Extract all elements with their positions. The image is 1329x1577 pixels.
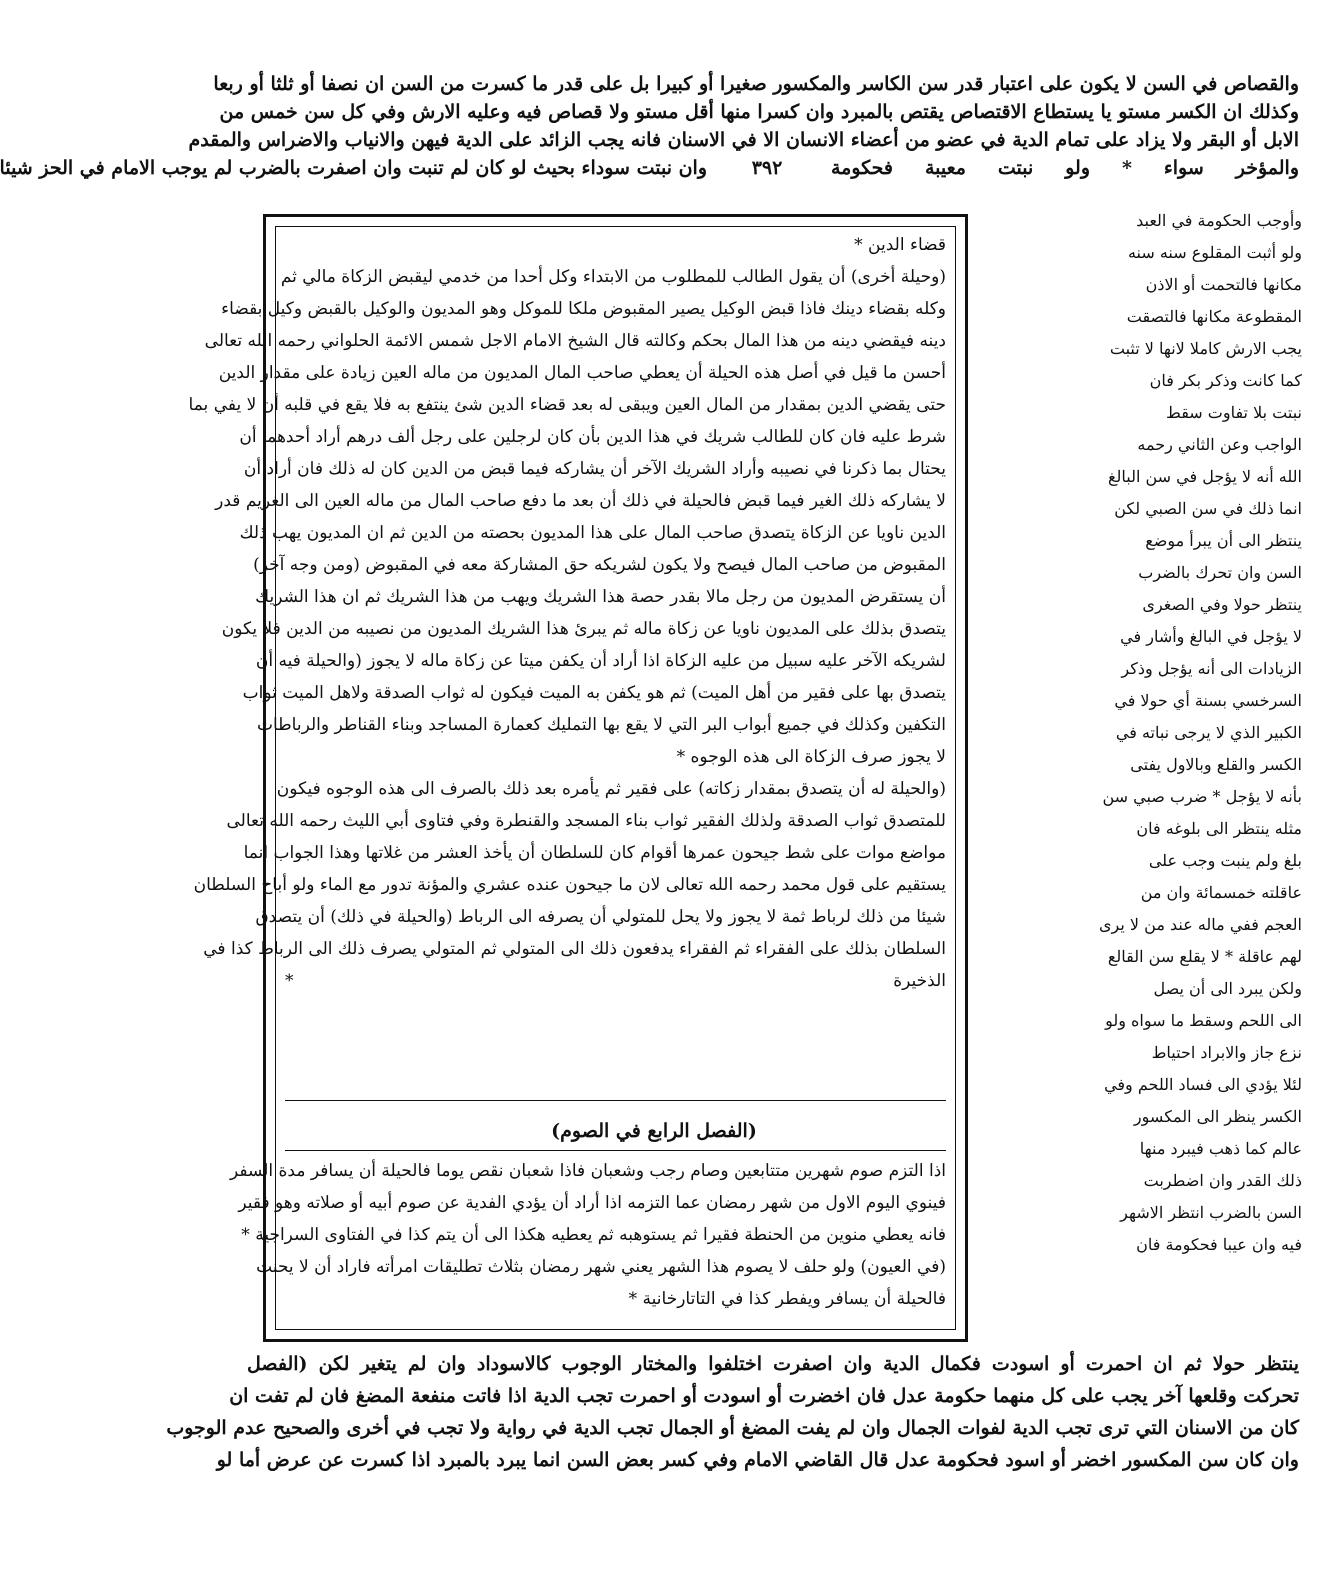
text-line [285,1000,946,1026]
text-line: الكبير الذي لا يرجى نباته في [1115,723,1302,742]
text-line: السن بالضرب انتظر الاشهر [1120,1203,1302,1222]
text-line: المقبوض من صاحب المال فيصح ولا يكون لشريكه حق المشاركة معه في المقبوض (ومن وجه آخر) [253,555,946,575]
text-line: الدين ناويا عن الزكاة يتصدق صاحب المال على هذا المديون بحصته من الدين ثم ان المديون يهب ذلك [239,523,946,543]
text-line: الواجب وعن الثاني رحمه [1137,435,1302,454]
text-line: الى اللحم وسقط ما سواه ولو [1105,1011,1302,1030]
text-line: قضاء الدين * [854,235,946,255]
text-line: (والحيلة له أن يتصدق بمقدار زكاته) على فقير ثم يأمره بعد ذلك بالصرف الى هذه الوجوه فيكون [276,779,946,799]
text-line: لا يشاركه ذلك الغير فيما قبض فالحيلة في ذلك أن بعد ما دفع صاحب المال من ماله العين الى الغريم قدر [215,491,946,511]
text-line: فينوي اليوم الاول من شهر رمضان عما التزمه اذا أراد أن يؤدي الفدية عن صوم أبيه أو صلاته وهو فقير [238,1193,946,1213]
text-line: (وحيلة أخرى) أن يقول الطالب للمطلوب من الابتداء وكل أحدا من خدمي ليقبض الزكاة مالي ثم [280,267,946,287]
text-line: وان نبتت سوداء بحيث لو كان لم تنبت وان اصفرت بالضرب لم يوجب الامام في الحز شيئا [0,157,707,179]
text-line: نزع جاز والابراد احتياط [1151,1043,1302,1062]
text-line: فالحيلة أن يسافر ويفطر كذا في التاتارخانية * [628,1289,946,1309]
section-divider [285,1100,946,1101]
text-line: ولو أثبت المقلوع سنه سنه [1127,243,1302,262]
page-number: ٣٩٢ [751,157,783,179]
text-line: للمتصدق ثواب الصدقة ولذلك الفقير ثواب بناء المسجد والقنطرة وفي فتاوى أبي الليث رحمه الله تعالى [226,811,946,831]
text-line: العجم ففي ماله عند من لا يرى [1099,915,1302,934]
text-line: السن وان تحرك بالضرب [1138,563,1302,582]
text-line: والقصاص في السن لا يكون على اعتبار قدر سن الكاسر والمكسور صغيرا أو كبيرا بل على قدر ما كسرت من السن ان نصفا أو ثلثا أو ربعا [213,73,1299,95]
text-line: يجب الارش كاملا لانها لا تثبت [1109,339,1302,358]
text-line: ينتظر الى أن يبرأ موضع [1145,531,1302,550]
text-line: الله أنه لا يؤجل في سن البالغ [1107,467,1302,486]
text-line: لهم عاقلة * لا يقلع سن القالع [1107,947,1302,966]
text-line: الكسر والقلع وبالاول يفتى [1130,755,1302,774]
text-line: يستقيم على قول محمد رحمه الله تعالى لان ما جيحون عنده عشري والمؤنة تدور مع الماء ولو أباح السلطان [193,875,946,895]
text-line: لشريكه الآخر عليه سبيل من عليه الزكاة اذا أراد أن يكفن ميتا عن زكاة ماله لا يجوز (والحيلة فيه أن [255,651,946,671]
text-line: لا يؤجل في البالغ وأشار في [1120,627,1302,646]
text-line: وكله بقضاء دينك فاذا قبض الوكيل يصير المقبوض ملكا للموكل وهو المديون والوكيل بالقبض وكيل بقضاء [221,299,946,319]
text-line: الذخيرة * [285,971,946,991]
text-line: ينتظر حولا وفي الصغرى [1142,595,1302,614]
text-line: كما كانت وذكر بكر فان [1149,371,1302,390]
text-line: وكذلك ان الكسر مستو يا يستطاع الاقتصاص يقتص بالمبرد وان كسرا منها أقل مستو ولا قصاص فيه وعليه الارش وفي كل سن خمس من [219,101,1299,123]
text-line: مثله ينتظر الى بلوغه فان [1136,819,1302,838]
text-line: شرط عليه فان كان للطالب شريك في هذا الدين بأن كان لرجلين على رجل ألف درهم أراد أحدهما أن [239,427,946,447]
text-line: الكسر ينظر الى المكسور [1133,1107,1302,1126]
text-line: ينتظر حولا ثم ان احمرت أو اسودت فكمال الدية وان اصفرت اختلفوا والمختار الوجوب كالاسوداد وان لم يتغير لكن (الفصل [247,1353,1299,1375]
text-line: مكانها فالتحمت أو الاذن [1145,275,1302,294]
text-line: فانه يعطي منوين من الحنطة فقيرا ثم يستوهبه ثم يعطيه هكذا الى أن يتم كذا في الفتاوى السراجية * [241,1225,946,1245]
text-line: دينه فيقضي دينه من هذا المال بحكم وكالته قال الشيخ الامام الاجل شمس الائمة الحلواني رحمه الله تعالى [204,331,946,351]
text-line: والمؤخر سواء * ولو نبتت معيبة فحكومة [831,157,1299,179]
text-line: تحركت وقلعها آخر يجب على كل منهما حكومة عدل فان اخضرت أو اسودت أو احمرت تجب الدية اذا فاتت منفعة المضغ فان لم تفت ان [229,1385,1299,1407]
text-line: المقطوعة مكانها فالتصقت [1126,307,1302,326]
text-line: الابل أو البقر ولا يزاد على تمام الدية في عضو من أعضاء الانسان الا في الاسنان فانه يجب الزائد على الدية فيهن والانياب والاضراس والمقدم [188,129,1299,151]
text-line: ولكن يبرد الى أن يصل [1153,979,1302,998]
text-line: أحسن ما قيل في أصل هذه الحيلة أن يعطي صاحب المال المديون من ماله العين زيادة على مقدار الدين [218,363,946,383]
text-line: (في العيون) ولو حلف لا يصوم هذا الشهر يعني شهر رمضان بثلاث تطليقات امرأته فاراد أن لا يحنث [256,1257,946,1277]
text-line: بلغ ولم ينبت وجب على [1148,851,1302,870]
section-heading: (الفصل الرابع في الصوم) [551,1120,757,1142]
text-line: حتى يقضي الدين بمقدار من المال العين ويبقى له بعد قضاء الدين شئ ينتفع به فلا يقع في قلبه أن لا يفي بما [188,395,946,415]
text-line: فيه وان عيبا فحكومة فان [1136,1235,1302,1254]
section-divider [285,1150,946,1151]
text-line [285,1058,946,1084]
text-line: وان كان سن المكسور اخضر أو اسود فحكومة عدل قال القاضي الامام وفي كسر بعض السن انما يبرد بالمبرد اذا كسرت عن عرض أما لو [216,1449,1299,1471]
text-line: الزيادات الى أنه يؤجل وذكر [1121,659,1302,678]
text-line: انما ذلك في سن الصبي لكن [1114,499,1302,518]
text-line: اذا التزم صوم شهرين متتابعين وصام رجب وشعبان فاذا شعبان نقص يوما فالحيلة أن يسافر مدة السفر [230,1161,946,1181]
text-line: لا يجوز صرف الزكاة الى هذه الوجوه * [676,747,946,767]
text-line: التكفين وكذلك في جميع أبواب البر التي لا يقع بها التمليك كعمارة المساجد وبناء القناطر والرباطات [256,715,946,735]
text-line: بأنه لا يؤجل * ضرب صبي سن [1102,787,1302,806]
text-line: ذلك القدر وان اضطربت [1143,1171,1302,1190]
text-line: السرخسي بسنة أي حولا في [1114,691,1302,710]
text-line: أن يستقرض المديون من رجل مالا بقدر حصة هذا الشريك ويهب من هذا الشريك ثم ان هذا الشريك [255,587,946,607]
text-line: نبتت بلا تفاوت سقط [1166,403,1302,422]
text-line: مواضع موات على شط جيحون عمرها أقوام كان للسلطان أن يأخذ العشر من غلاتها وهذا الجواب انما [243,843,946,863]
text-line: عاقلته خمسمائة وان من [1140,883,1302,902]
text-line: يتصدق بذلك على المديون ناويا عن زكاة ماله ثم يبرئ هذا الشريك المديون من نصيبه من الدين فلا يكون [221,619,946,639]
text-line: كان من الاسنان التي ترى تجب الدية لفوات الجمال وان لم يفت المضغ أو الجمال تجب الدية في رواية ولا تجب في أخرى والصحيح عدم الوجوب [166,1417,1299,1439]
text-line: السلطان بذلك على الفقراء ثم الفقراء يدفعون ذلك الى المتولي ثم المتولي يصرف ذلك الى الرباط كذا في [203,939,946,959]
text-line: عالم كما ذهب فيبرد منها [1139,1139,1302,1158]
text-line: لئلا يؤدي الى فساد اللحم وفي [1104,1075,1302,1094]
text-line: يحتال بما ذكرنا في نصيبه وأراد الشريك الآخر أن يشاركه فيما قبض من الدين كان له ذلك فان أراد أن [243,459,946,479]
text-line: شيئا من ذلك لرباط ثمة لا يجوز ولا يحل للمتولي أن يصرفه الى الرباط (والحيلة في ذلك) أن يتصدق [255,907,946,927]
text-line: يتصدق بها على فقير من أهل الميت) ثم هو يكفن به الميت فيكون له ثواب الصدقة ولاهل الميت ثواب [242,683,946,703]
text-line: وأوجب الحكومة في العبد [1136,211,1302,230]
